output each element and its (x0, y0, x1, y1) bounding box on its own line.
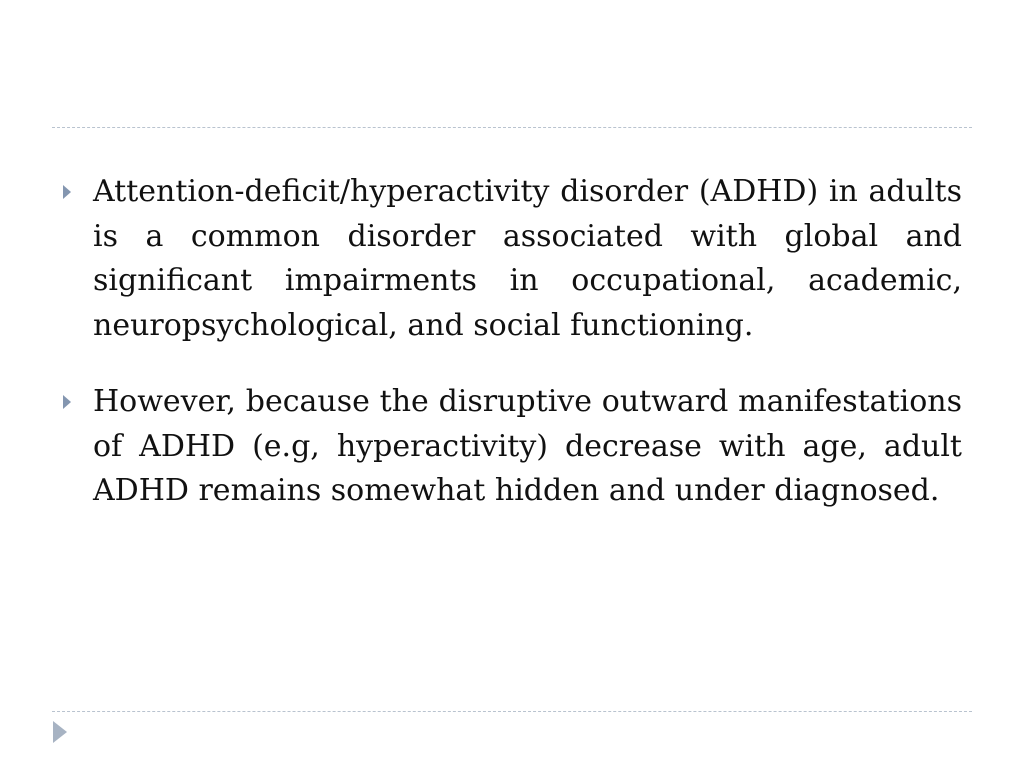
next-slide-arrow-icon[interactable] (50, 719, 70, 745)
triangle-bullet-icon (62, 170, 93, 214)
bullet-text: Attention-deficit/hyperactivity disorder (ADHD) in adults is a common disorder associated with global and significant impairments in occupational, academic, neuropsychological, and social functioning. (93, 174, 962, 343)
bottom-divider (52, 711, 972, 712)
triangle-bullet-icon (62, 380, 93, 424)
bullet-text: However, because the disruptive outward manifestations of ADHD (e.g, hyperactivity) decrease with age, adult ADHD remains somewhat hidden and under diagnosed. (93, 384, 962, 508)
bullet-list (62, 170, 962, 546)
bullet-item-1 (62, 170, 962, 348)
top-divider (52, 127, 972, 128)
bullet-item-2 (62, 380, 962, 514)
